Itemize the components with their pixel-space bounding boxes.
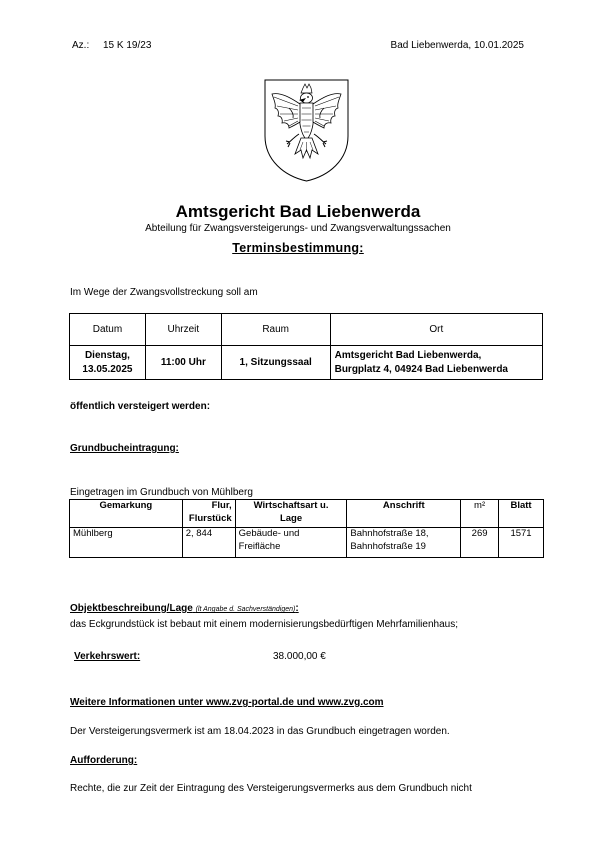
header-qm: m² [461, 500, 499, 528]
document-title: Terminsbestimmung: [232, 241, 364, 255]
appointment-table-header-row [70, 314, 543, 346]
cell-raum: 1, Sitzungssaal [221, 346, 330, 380]
cell-flur: 2, 844 [182, 528, 235, 558]
wirtschaftsart-line2: Freifläche [238, 540, 281, 552]
ort-line1: Amtsgericht Bad Liebenwerda, [334, 349, 482, 361]
header-wirtschaftsart-line1: Wirtschaftsart u. [253, 500, 329, 511]
file-number-value: 15 K 19/23 [103, 40, 152, 51]
land-register-table [69, 499, 544, 558]
more-info-line: Weitere Informationen unter www.zvg-portal.de und www.zvg.com [70, 697, 384, 708]
coat-of-arms-eagle-icon [263, 78, 350, 183]
place-date: Bad Liebenwerda, 10.01.2025 [390, 40, 524, 51]
cell-uhrzeit: 11:00 Uhr [145, 346, 221, 380]
object-description-text: das Eckgrundstück ist bebaut mit einem modernisierungsbedürftigen Mehrfamilienhaus; [70, 619, 458, 630]
land-register-row [70, 528, 544, 558]
object-description-colon: : [295, 603, 299, 614]
header-blatt: Blatt [499, 500, 544, 528]
file-number-label: Az.: [72, 40, 90, 51]
wirtschaftsart-line1: Gebäude- und [238, 528, 300, 539]
anschrift-line1: Bahnhofstraße 18, [350, 528, 429, 539]
cell-ort [330, 346, 542, 380]
cell-qm: 269 [461, 528, 499, 558]
object-description-heading [70, 603, 299, 616]
auction-note-text: Der Versteigerungsvermerk ist am 18.04.2023 in das Grundbuch eingetragen worden. [70, 726, 450, 737]
datum-line2: 13.05.2025 [82, 363, 133, 375]
cell-blatt: 1571 [499, 528, 544, 558]
header-gemarkung: Gemarkung [70, 500, 183, 528]
header-wirtschaftsart [235, 500, 347, 528]
appointment-table-row [70, 346, 543, 380]
ort-line2: Burgplatz 4, 04924 Bad Liebenwerda [334, 363, 508, 375]
object-description-note: (lt Angabe d. Sachverständigen) [195, 606, 296, 613]
land-register-heading: Grundbucheintragung: [70, 443, 179, 454]
cell-wirtschaftsart [235, 528, 347, 558]
anschrift-line2: Bahnhofstraße 19 [350, 540, 426, 552]
header-flur-line2: Flurstück [188, 512, 232, 524]
intro-text: Im Wege der Zwangsvollstreckung soll am [70, 287, 258, 298]
datum-line1: Dienstag, [84, 349, 130, 361]
land-register-intro: Eingetragen im Grundbuch von Mühlberg [70, 487, 253, 498]
land-register-header-row [70, 500, 544, 528]
cell-anschrift [347, 528, 461, 558]
object-description-title: Objektbeschreibung/Lage [70, 603, 193, 614]
header-datum: Datum [70, 314, 146, 346]
header-ort: Ort [330, 314, 542, 346]
sale-text: öffentlich versteigert werden: [70, 401, 211, 412]
court-name: Amtsgericht Bad Liebenwerda [175, 202, 421, 221]
header-raum: Raum [221, 314, 330, 346]
market-value-label: Verkehrswert: [74, 651, 141, 662]
appointment-table [69, 313, 543, 380]
cell-datum [70, 346, 146, 380]
cell-gemarkung: Mühlberg [70, 528, 183, 558]
header-flur [182, 500, 235, 528]
rights-text: Rechte, die zur Zeit der Eintragung des Versteigerungsvermerks aus dem Grundbuch nicht [70, 783, 472, 794]
header-anschrift: Anschrift [347, 500, 461, 528]
header-flur-line1: Flur, [211, 500, 232, 511]
header-wirtschaftsart-line2: Lage [279, 512, 303, 524]
court-department: Abteilung für Zwangsversteigerungs- und Zwangsverwaltungssachen [145, 223, 451, 234]
header-uhrzeit: Uhrzeit [145, 314, 221, 346]
request-heading: Aufforderung: [70, 755, 138, 766]
market-value-amount: 38.000,00 € [273, 651, 326, 662]
